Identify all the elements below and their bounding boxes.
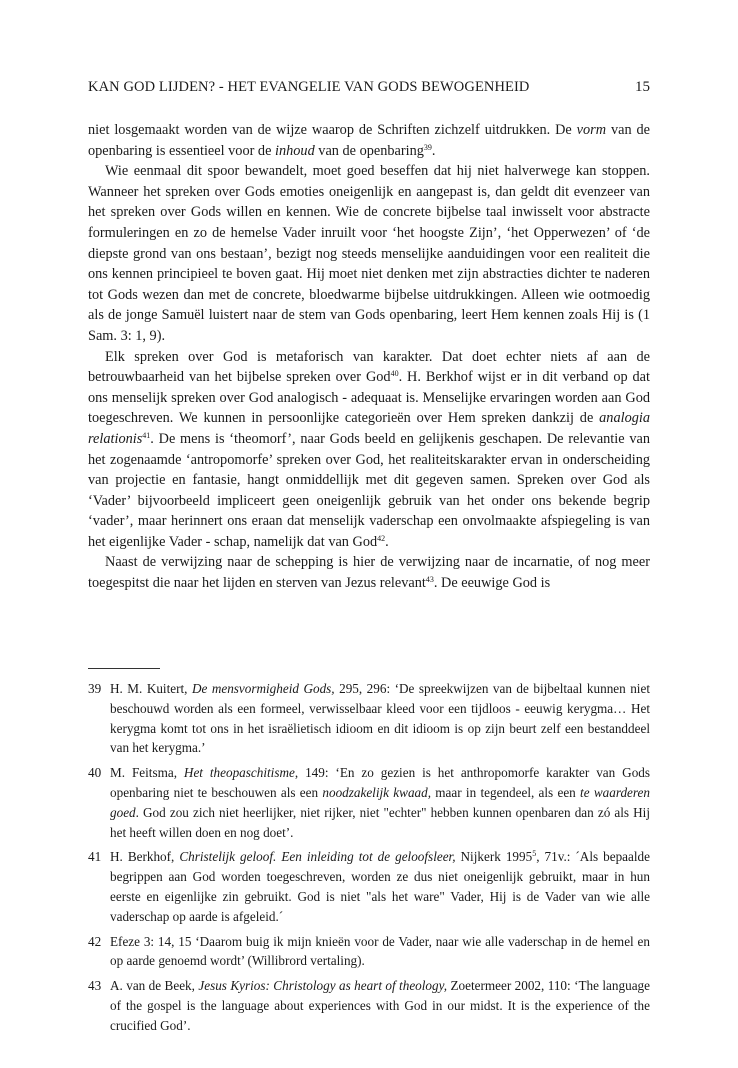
italic-term: vorm — [576, 122, 607, 138]
text: H. Berkhof, — [110, 849, 180, 865]
text: M. Feitsma, — [110, 765, 184, 781]
paragraph-1 — [88, 120, 650, 161]
footnote-separator — [88, 668, 160, 669]
footnote-number: 40 — [88, 765, 102, 781]
footnotes — [88, 679, 650, 1041]
running-header — [88, 79, 650, 99]
running-title: KAN GOD LIJDEN? - HET EVANGELIE VAN GODS BEWOGENHEID — [88, 79, 530, 95]
text: van de openbaring is essentieel voor de — [88, 122, 650, 159]
footnote-39 — [88, 679, 650, 758]
text: , 149: ‘En zo gezien is het anthropomorfe karakter van Gods openbaring niet te beschouwen als een — [110, 765, 651, 800]
text: 295, 296: ‘De spreekwijzen van de bijbeltaal kunnen niet beschouwd worden als een formeel, verwisselbaar kleed voor een tijdloos - eeuwig kerygma… Het kerygma komt tot ons in het israëlietisch idioom en dit idioom is op zijn beurt zelf een bestanddeel van het kerygma.’ — [110, 681, 650, 756]
footnote-ref: 40 — [390, 369, 399, 379]
text: maar in tegendeel, als een — [431, 784, 581, 800]
footnote-number: 43 — [88, 978, 102, 994]
text: van de openbaring — [314, 142, 424, 159]
footnote-number: 42 — [88, 933, 102, 949]
italic-term: analogia relationis — [88, 410, 650, 447]
text: Zoetermeer 2002, 110: ‘The language of the gospel is the language about experiences with God in our midst. It is the experience of the crucified God’. — [110, 978, 650, 1033]
italic-term: inhoud — [275, 142, 315, 159]
italic-title: De mensvormigheid Gods, — [191, 681, 335, 696]
paragraph-3 — [88, 347, 650, 553]
italic-title: Het theopaschitisme — [183, 765, 295, 781]
edition-superscript: 5 — [532, 849, 537, 859]
footnote-41 — [88, 847, 650, 926]
paragraph-2: Wie eenmaal dit spoor bewandelt, moet goed beseffen dat hij niet halverwege kan stoppen. Wanneer het spreken over Gods emoties oneigenlijk en aangepast is, dan geldt dit evenzeer van het spreken over Gods willen en kennen. Wie de concrete bijbelse taal inwisselt voor abstracte formuleringen en zo de hemelse Vader inruilt voor ‘het hoogste Zijn’, ‘het Opperwezen’ of ‘de diepste grond van ons bestaan’, bezigt nog steeds menselijke aanduidingen voor een realiteit die ons kennen principieel te boven gaat. Hij moet niet denken met zijn abstracties dichter te naderen tot Gods wezen dan met de concrete, bloedwarme bijbelse uitdrukkingen. Alleen wie ootmoedig als de jonge Samuël luistert naar de stem van Gods openbaring, leert Hem kennen zoals Hij is (1 Sam. 3: 1, 9). — [88, 163, 650, 344]
body-text — [88, 120, 650, 594]
text: . De mens is ‘theomorf’, naar Gods beeld en gelijkenis geschapen. De relevantie van het zogenaamde ‘antropomorfe’ spreken over God, het realiteitskarakter ervan in onderscheiding van projectie en fantasie, hangt onmiddellijk met dit gegeven samen. Spreken over God als ‘Vader’ bijvoorbeeld impliceert geen oneigenlijk gebruik van het onder ons bekende begrip ‘vader’, maar herinnert ons eraan dat menselijk vaderschap een onvolmaakte afspiegeling is van het eigenlijke Vader - schap, namelijk dat van God — [88, 430, 650, 550]
page-number: 15 — [635, 79, 650, 95]
text: Efeze 3: 14, 15 ‘Daarom buig ik mijn knieën voor de Vader, naar wie alle vaderschap in de hemel en op aarde genoemd wordt’ (Willibrord vertaling). — [110, 933, 650, 969]
italic-title: Jesus Kyrios: Christology as heart of theology, — [198, 978, 448, 994]
footnote-ref: 39 — [423, 142, 432, 152]
footnote-42 — [88, 932, 650, 972]
italic-title: Christelijk geloof. Een inleiding tot de geloofsleer, — [179, 849, 456, 865]
text: , 71v.: ´Als bepaalde begrippen aan God worden toegeschreven, worden ze dus niet oneigenlijk gebruikt, maar in hun eerste en eigenlijke zin gebruikt. God is niet "als het ware" Vader, Hij is de Vader van wie alle vaderschap op aarde is afgeleid.´ — [110, 849, 650, 924]
footnote-number: 41 — [88, 849, 102, 865]
footnote-43 — [88, 976, 650, 1035]
footnote-ref: 41 — [142, 430, 151, 440]
text: Nijkerk 1995 — [455, 849, 533, 865]
footnote-ref: 42 — [377, 533, 386, 543]
text: Elk spreken over God is metaforisch van karakter. Dat doet echter niets af aan de betrouwbaarheid van het bijbelse spreken over God — [88, 348, 650, 386]
text: A. van de Beek, — [110, 978, 199, 994]
text: niet losgemaakt worden van de wijze waarop de Schriften zichzelf uitdrukken. De — [88, 122, 577, 138]
text: . De eeuwige God is — [433, 575, 551, 592]
text: Naast de verwijzing naar de schepping is hier de verwijzing naar de incarnatie, of nog meer toegespitst die naar het lijden en sterven van Jezus relevant — [88, 554, 650, 592]
footnote-40 — [88, 763, 650, 842]
text: H. M. Kuitert, — [110, 681, 192, 696]
footnote-number: 39 — [88, 681, 102, 696]
text: . God zou zich niet heerlijker, niet rijker, niet "echter" hebben kunnen openbaren dan zó als Hij het heeft willen doen en nog doet’. — [110, 804, 650, 840]
text: . — [385, 533, 389, 550]
text: . — [431, 142, 436, 159]
italic-term: te waarderen goed — [110, 784, 650, 820]
text: . H. Berkhof wijst er in dit verband op dat ons menselijk spreken over God analogisch - adequaat is. Menselijke ervaringen worden aan God toegeschreven. We kunnen in persoonlijke categorieën over Hem spreken dankzij de — [88, 369, 650, 427]
italic-term: noodzakelijk kwaad, — [322, 784, 432, 800]
paragraph-4 — [88, 552, 650, 593]
footnote-ref: 43 — [425, 575, 434, 585]
